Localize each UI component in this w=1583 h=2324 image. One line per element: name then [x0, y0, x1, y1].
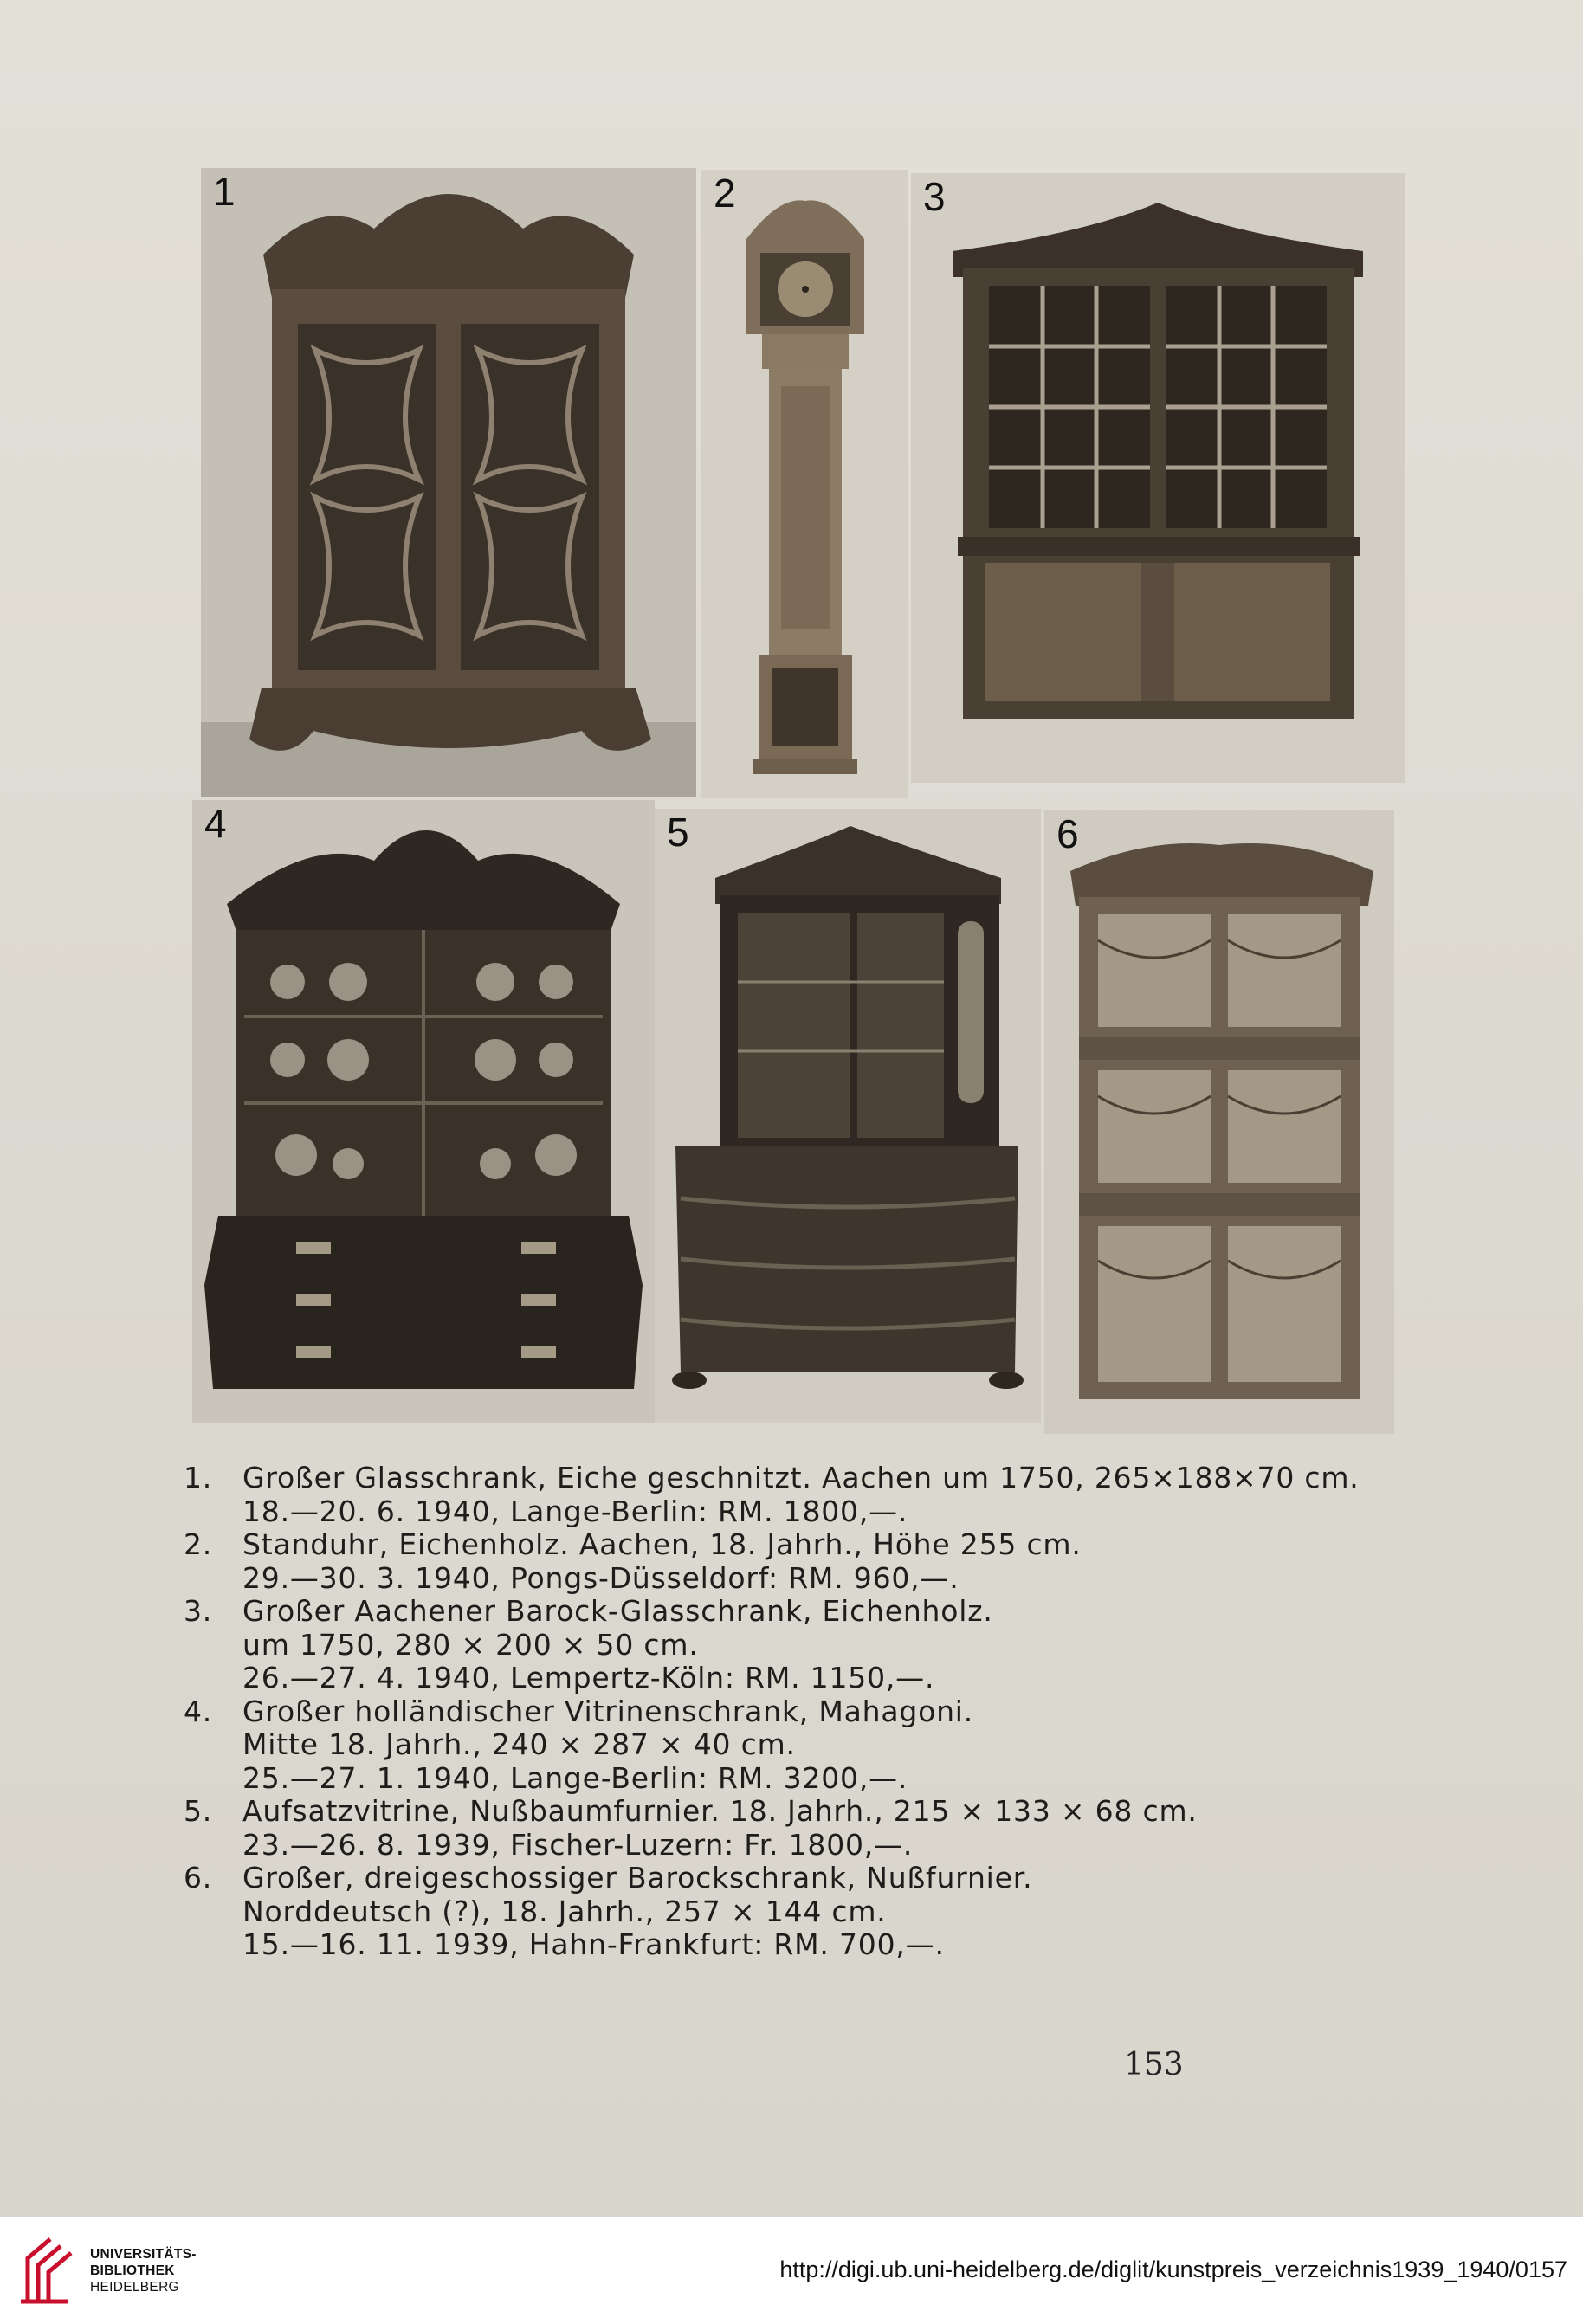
plate-number-4: 4: [204, 801, 227, 846]
page-number: 153: [1124, 2047, 1184, 2082]
caption-number: 3.: [184, 1594, 213, 1628]
caption-item-3: [184, 1595, 1396, 1695]
caption-line: 29.—30. 3. 1940, Pongs-Düsseldorf: RM. 960,—.: [242, 1560, 959, 1595]
caption-item-6: [184, 1862, 1396, 1962]
photo-2-longcase-clock: [701, 170, 908, 798]
caption-line: Norddeutsch (?), 18. Jahrh., 257 × 144 cm.: [242, 1894, 887, 1928]
cabinet-5-image: [655, 809, 1041, 1423]
library-name-line: HEIDELBERG: [90, 2280, 179, 2295]
photo-4-dutch-display-cabinet: [192, 800, 655, 1423]
plate-number-1: 1: [213, 169, 236, 214]
photo-1-glass-cabinet: [201, 168, 696, 797]
caption-item-2: [184, 1528, 1396, 1595]
caption-line: 18.—20. 6. 1940, Lange-Berlin: RM. 1800,—.: [242, 1494, 908, 1528]
caption-line: Großer Aachener Barock-Glasschrank, Eichenholz.: [242, 1594, 993, 1628]
photo-5-display-cabinet-on-chest: [655, 809, 1041, 1423]
photo-6-three-storey-baroque-cabinet: [1044, 810, 1394, 1434]
caption-list: [184, 1462, 1396, 1962]
library-name: [90, 2246, 197, 2295]
footer-bar: [0, 2217, 1583, 2324]
cabinet-6-image: [1044, 810, 1394, 1434]
caption-line: Großer Glasschrank, Eiche geschnitzt. Aachen um 1750, 265×188×70 cm.: [242, 1461, 1360, 1494]
library-name-line: BIBLIOTHEK: [90, 2263, 175, 2278]
plate-number-2: 2: [714, 171, 736, 216]
clock-2-image: [701, 170, 908, 798]
caption-line: Standuhr, Eichenholz. Aachen, 18. Jahrh., Höhe 255 cm.: [242, 1527, 1082, 1561]
caption-line: 23.—26. 8. 1939, Fischer-Luzern: Fr. 1800,—.: [242, 1827, 914, 1862]
caption-number: 5.: [184, 1794, 213, 1828]
caption-line: 26.—27. 4. 1940, Lempertz-Köln: RM. 1150,—.: [242, 1661, 935, 1695]
plate-number-3: 3: [923, 174, 946, 219]
caption-item-5: [184, 1795, 1396, 1862]
cabinet-4-image: [192, 800, 655, 1423]
caption-number: 6.: [184, 1861, 213, 1895]
plate-number-5: 5: [667, 810, 689, 855]
caption-line: Großer holländischer Vitrinenschrank, Mahagoni.: [242, 1694, 974, 1728]
plate-number-6: 6: [1056, 811, 1079, 856]
cabinet-3-image: [911, 173, 1405, 783]
caption-line: 25.—27. 1. 1940, Lange-Berlin: RM. 3200,—.: [242, 1760, 908, 1795]
photo-3-baroque-glass-cabinet: [911, 173, 1405, 783]
caption-item-4: [184, 1695, 1396, 1796]
caption-line: um 1750, 280 × 200 × 50 cm.: [242, 1627, 699, 1662]
cabinet-1-image: [201, 168, 696, 797]
source-url-link[interactable]: http://digi.ub.uni-heidelberg.de/diglit/kunstpreis_verzeichnis1939_1940/0157: [779, 2256, 1567, 2282]
caption-line: Aufsatzvitrine, Nußbaumfurnier. 18. Jahrh., 215 × 133 × 68 cm.: [242, 1794, 1198, 1828]
caption-number: 2.: [184, 1527, 213, 1561]
caption-line: Großer, dreigeschossiger Barockschrank, Nußfurnier.: [242, 1861, 1033, 1895]
caption-item-1: [184, 1462, 1396, 1528]
ub-heidelberg-logo-icon: [16, 2232, 78, 2307]
caption-line: Mitte 18. Jahrh., 240 × 287 × 40 cm.: [242, 1727, 796, 1761]
caption-number: 1.: [184, 1461, 213, 1494]
caption-number: 4.: [184, 1694, 213, 1728]
caption-line: 15.—16. 11. 1939, Hahn-Frankfurt: RM. 700,—.: [242, 1927, 945, 1961]
library-name-line: UNIVERSITÄTS-: [90, 2247, 197, 2262]
